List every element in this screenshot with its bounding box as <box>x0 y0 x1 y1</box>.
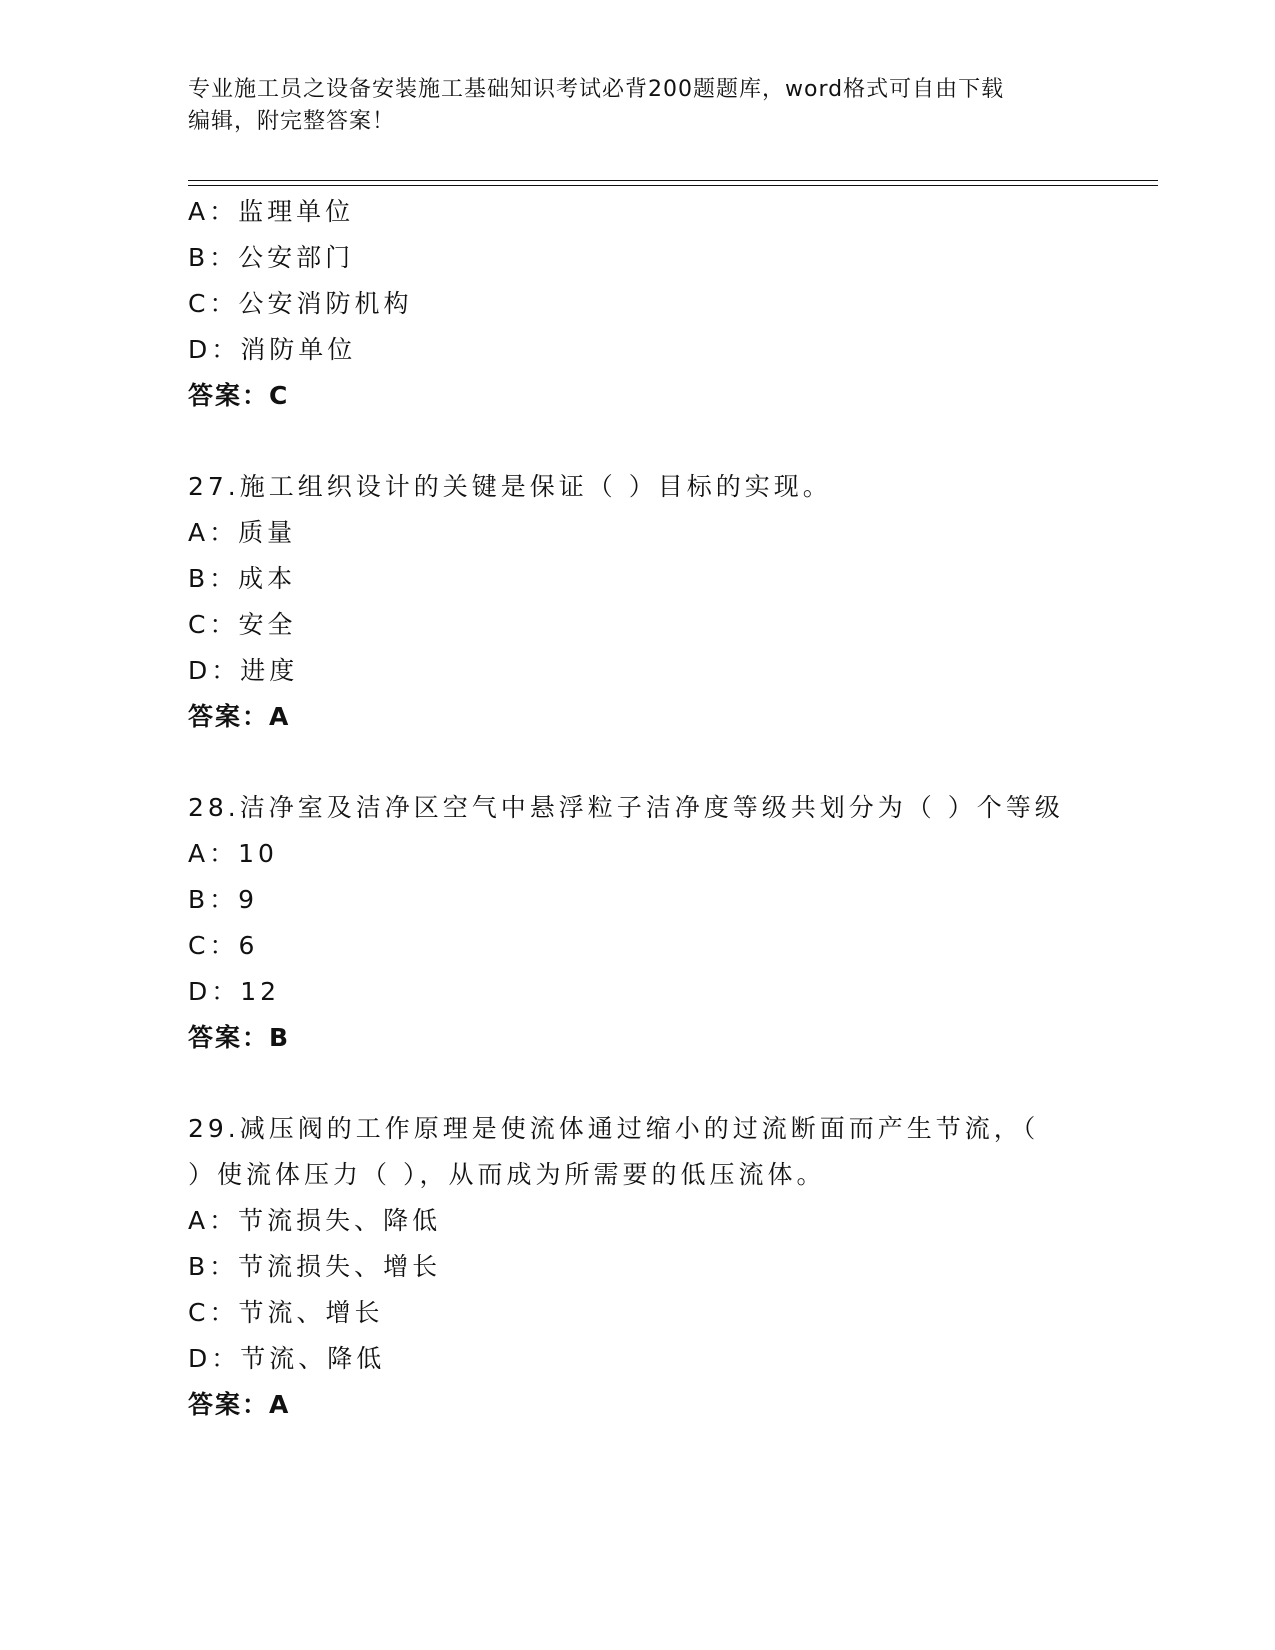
answer-line: 答案：C <box>188 381 290 410</box>
question-block <box>188 189 1148 419</box>
option-b: B：节流损失、增长 <box>188 1252 442 1281</box>
option-c: C：6 <box>188 931 259 960</box>
question-text: 27.施工组织设计的关键是保证（ ）目标的实现。 <box>188 472 832 501</box>
block-spacer <box>188 1061 1148 1106</box>
document-header <box>188 74 1088 138</box>
header-divider-top <box>188 180 1158 181</box>
option-d: D：消防单位 <box>188 335 357 364</box>
question-text-line-2: ）使流体压力（ ），从而成为所需要的低压流体。 <box>188 1160 826 1189</box>
question-block <box>188 464 1148 740</box>
option-b: B：9 <box>188 885 259 914</box>
question-list <box>188 189 1148 1428</box>
option-c: C：安全 <box>188 610 297 639</box>
answer-line: 答案：A <box>188 702 291 731</box>
header-title-line-2: 编辑，附完整答案！ <box>188 109 396 134</box>
option-c: C：公安消防机构 <box>188 289 413 318</box>
answer-line: 答案：A <box>188 1390 291 1419</box>
option-b: B：成本 <box>188 564 297 593</box>
question-block <box>188 785 1148 1061</box>
option-a: A：监理单位 <box>188 197 355 226</box>
question-block <box>188 1106 1148 1428</box>
question-text-line-1: 29.减压阀的工作原理是使流体通过缩小的过流断面而产生节流，（ <box>188 1114 1040 1143</box>
option-c: C：节流、增长 <box>188 1298 384 1327</box>
option-b: B：公安部门 <box>188 243 355 272</box>
option-a: A：质量 <box>188 518 297 547</box>
answer-line: 答案：B <box>188 1023 291 1052</box>
option-a: A：节流损失、降低 <box>188 1206 442 1235</box>
header-title-line-1: 专业施工员之设备安装施工基础知识考试必背200题题库，word格式可自由下载 <box>188 77 1005 102</box>
option-d: D：节流、降低 <box>188 1344 386 1373</box>
header-divider-bottom <box>188 185 1158 186</box>
option-d: D：进度 <box>188 656 299 685</box>
block-spacer <box>188 419 1148 464</box>
option-a: A：10 <box>188 839 278 868</box>
block-spacer <box>188 740 1148 785</box>
option-d: D：12 <box>188 977 281 1006</box>
question-text: 28.洁净室及洁净区空气中悬浮粒子洁净度等级共划分为（ ）个等级 <box>188 793 1064 822</box>
